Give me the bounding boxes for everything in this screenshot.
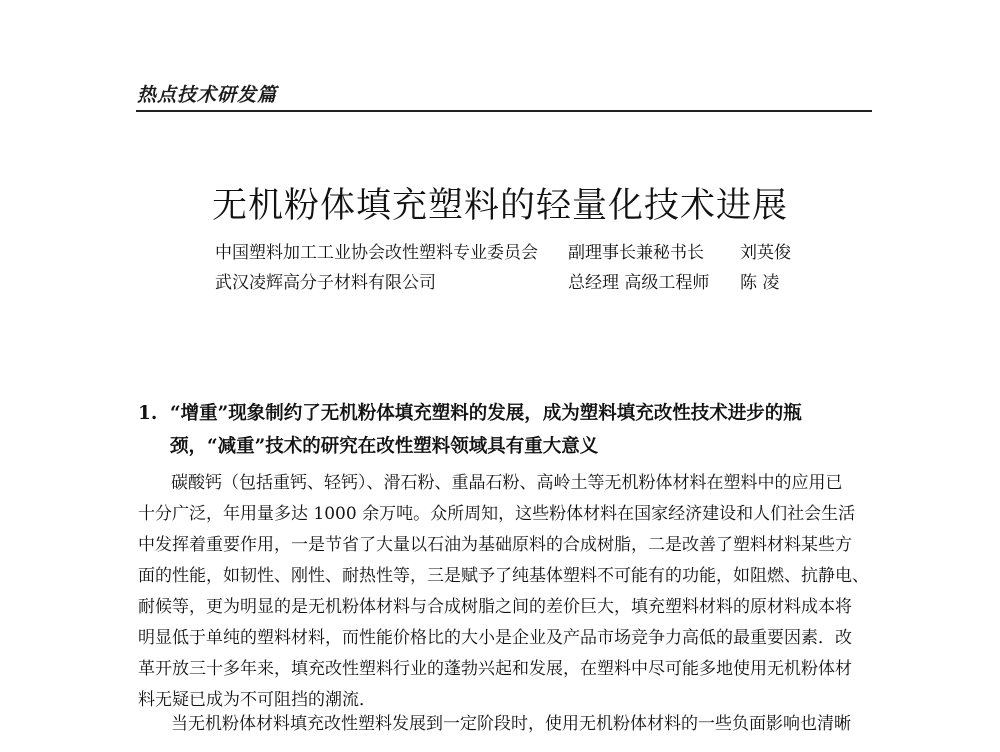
section-number: 1. — [138, 403, 158, 424]
body-paragraph — [138, 709, 878, 740]
author-position: 总经理 高级工程师 — [568, 273, 710, 293]
paragraph-line: 面的性能，如韧性、刚性、耐热性等，三是赋予了纯基体塑料不可能有的功能，如阻燃、抗静电、 — [138, 566, 869, 586]
author-name: 陈 凌 — [740, 273, 780, 293]
paragraph-line: 碳酸钙（包括重钙、轻钙）、滑石粉、重晶石粉、高岭土等无机粉体材料在塑料中的应用已 — [171, 473, 843, 493]
author-position: 副理事长兼秘书长 — [568, 243, 704, 263]
author-name: 刘英俊 — [740, 243, 791, 263]
paragraph-line: 当无机粉体材料填充改性塑料发展到一定阶段时，使用无机粉体材料的一些负面影响也清晰 — [171, 714, 851, 734]
section-heading-line: 颈，“减重”技术的研究在改性塑料领域具有重大意义 — [170, 436, 599, 457]
paragraph-line: 料无疑已成为不可阻挡的潮流． — [138, 690, 376, 710]
paragraph-line: 中发挥着重要作用，一是节省了大量以石油为基础原料的合成树脂，二是改善了塑料材料某些方 — [138, 535, 852, 555]
author-organization: 中国塑料加工工业协会改性塑料专业委员会 — [215, 243, 538, 263]
running-header: 热点技术研发篇 — [137, 84, 278, 106]
paragraph-line: 十分广泛，年用量多达 1000 余万吨。众所周知，这些粉体材料在国家经济建设和人们社会生活 — [138, 504, 856, 524]
author-row — [0, 238, 1000, 262]
author-organization: 武汉凌辉高分子材料有限公司 — [215, 273, 436, 293]
body-paragraph — [138, 468, 878, 716]
paragraph-line: 耐候等，更为明显的是无机粉体材料与合成树脂之间的差价巨大，填充塑料材料的原材料成本将 — [138, 597, 852, 617]
article-title: 无机粉体填充塑料的轻量化技术进展 — [211, 186, 788, 226]
header-rule — [136, 110, 872, 112]
paragraph-line: 革开放三十多年来，填充改性塑料行业的蓬勃兴起和发展，在塑料中尽可能多地使用无机粉体材 — [138, 659, 852, 679]
section-heading-line: “增重”现象制约了无机粉体填充塑料的发展，成为塑料填充改性技术进步的瓶 — [170, 403, 802, 424]
paragraph-line: 明显低于单纯的塑料材料，而性能价格比的大小是企业及产品市场竞争力高低的最重要因素．改 — [138, 628, 852, 648]
author-row — [0, 268, 1000, 292]
